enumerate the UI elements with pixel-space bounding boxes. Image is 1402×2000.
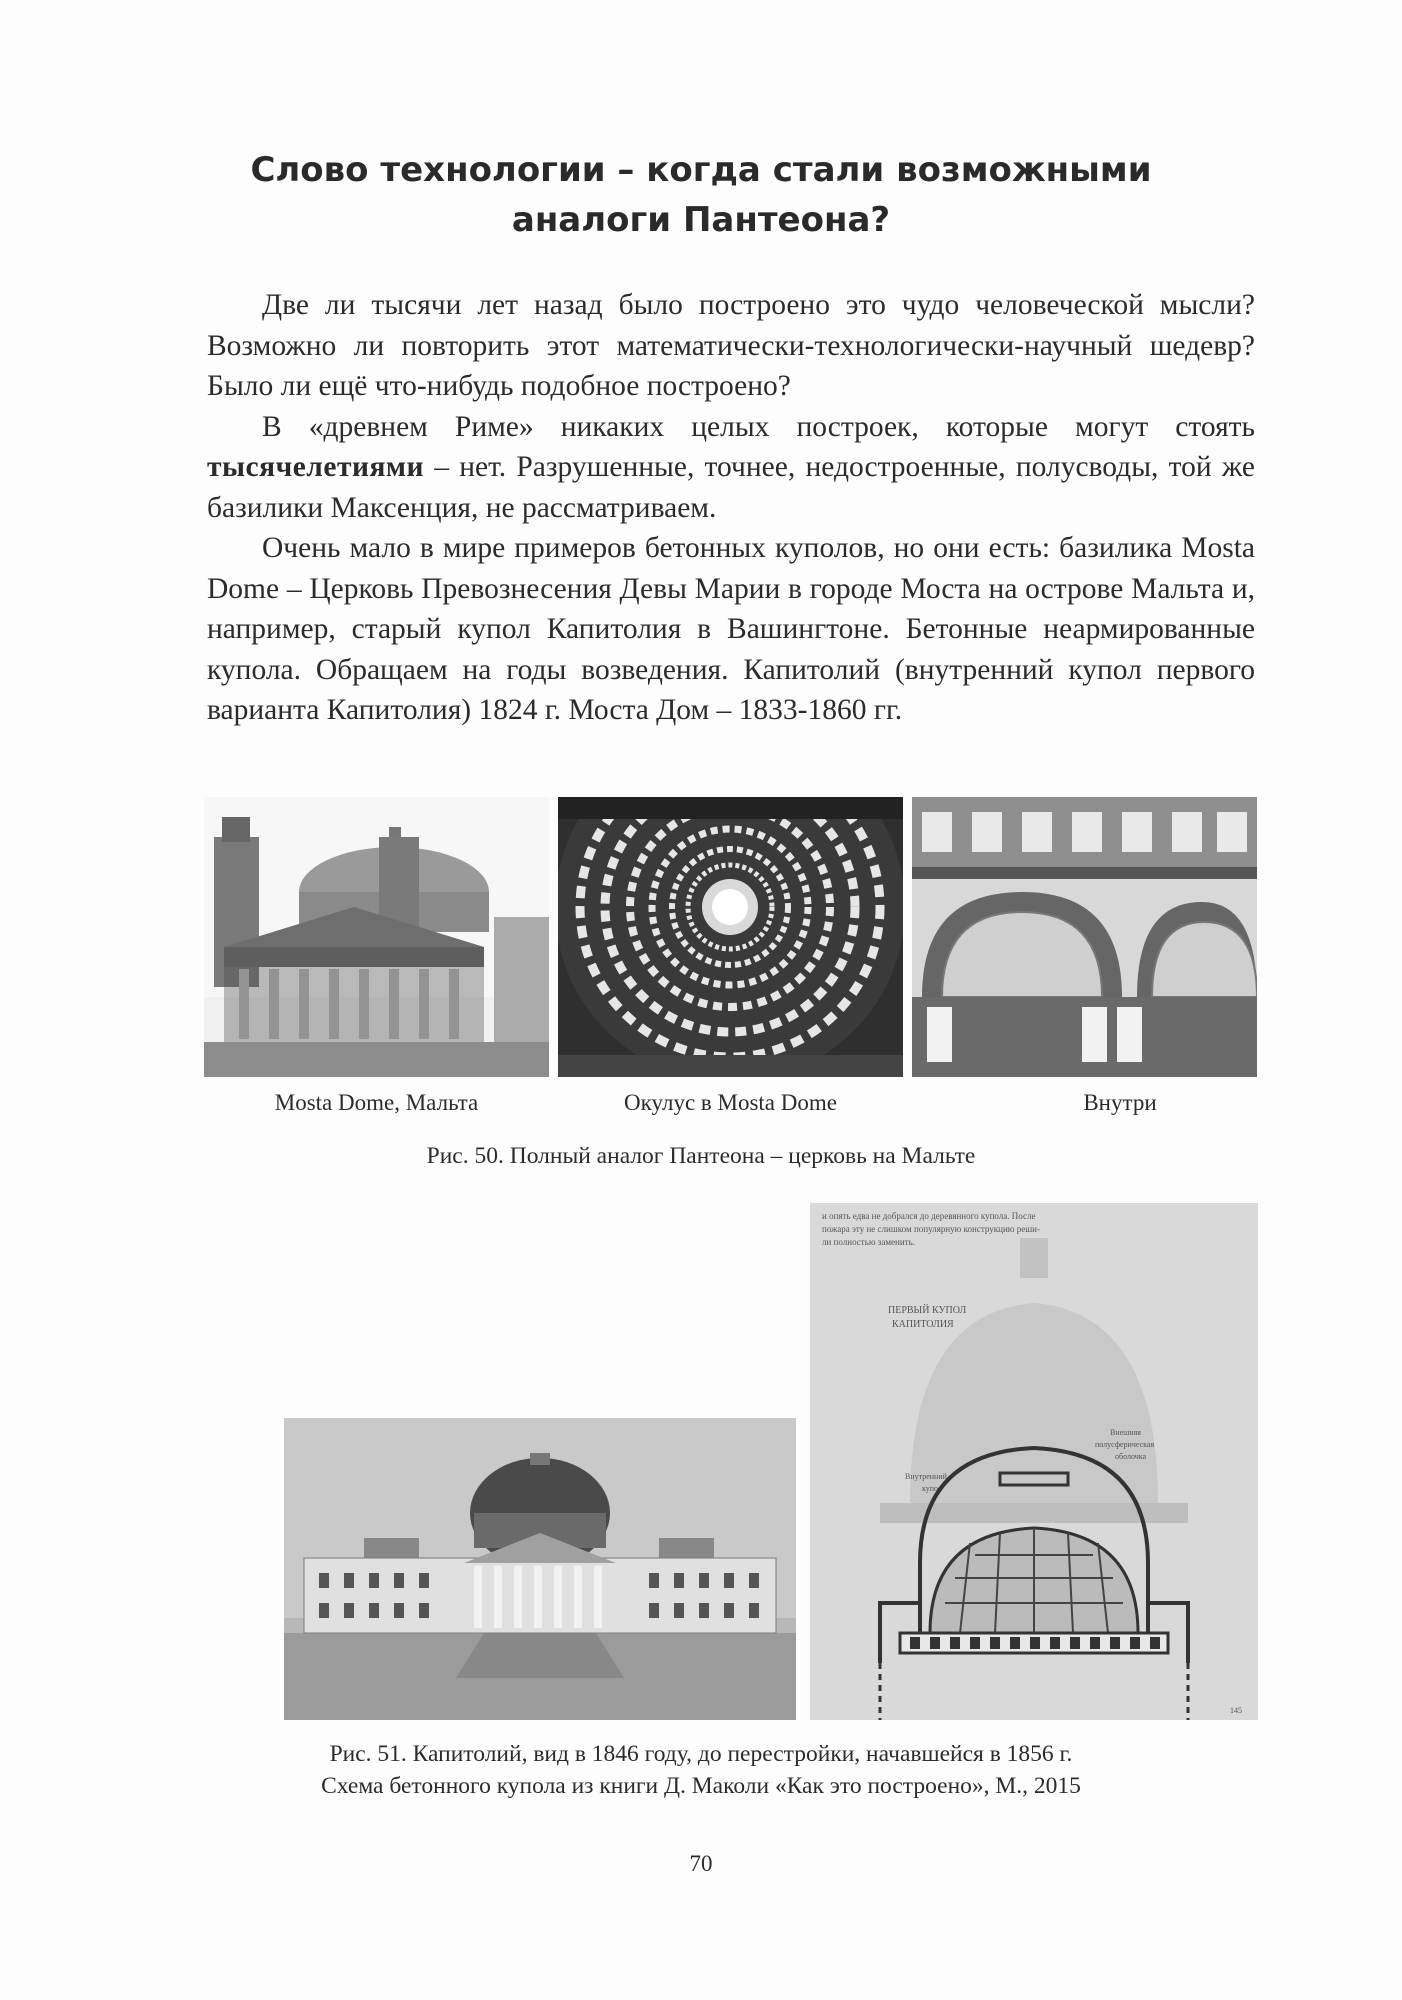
page-title	[200, 145, 1202, 245]
capitol-dome-scheme	[810, 1203, 1258, 1720]
fig50-caption-oculus: Окулус в Mosta Dome	[624, 1090, 837, 1115]
scheme-text-line-2: пожара эту не слишком популярную конструкцию реши-	[822, 1224, 1040, 1234]
oculus-photo	[558, 797, 903, 1077]
fig51-caption-line-2: Схема бетонного купола из книги Д. Маколи «Как это построено», М., 2015	[321, 1773, 1081, 1799]
fig50-title: Рис. 50. Полный аналог Пантеона – церковь на Мальте	[426, 1143, 976, 1169]
capitol-1846-photo	[284, 1418, 796, 1720]
scheme-outer-3: оболочка	[1115, 1452, 1147, 1461]
scheme-text-line-1: и опять едва не добрался до деревянного купола. После	[822, 1211, 1036, 1221]
paragraph-2-start: В «древнем Риме» никаких целых построек, которые могут стоять	[262, 410, 1255, 443]
body-text	[207, 285, 1255, 731]
paragraph-2-bold: тысячелетиями	[207, 451, 424, 483]
scheme-outer-2: полусферическая	[1095, 1440, 1155, 1449]
scheme-text-line-3: ли полностью заменить.	[822, 1237, 915, 1247]
paragraph-2	[207, 407, 1255, 529]
mosta-dome-exterior-photo	[204, 797, 549, 1077]
page-number: 70	[689, 1851, 713, 1876]
paragraph-1: Две ли тысячи лет назад было построено это чудо человеческой мысли? Возможно ли повторить этот математически-технологически-научный шедевр? Было ли ещё что-нибудь подобное построено?	[207, 289, 1255, 402]
title-line-2: аналоги Пантеона?	[511, 200, 891, 240]
scheme-inner-1: Внутренний	[905, 1472, 947, 1481]
scheme-inner-2: купол	[922, 1484, 942, 1493]
paragraph-2-end: – нет. Разрушенные, точнее, недостроенные, полусводы, той же базилики Максенция, не рассматриваем.	[207, 451, 1255, 524]
fig50-caption-inside: Внутри	[1083, 1090, 1157, 1115]
scheme-outer-1: Внешняя	[1110, 1428, 1141, 1437]
paragraph-3: Очень мало в мире примеров бетонных куполов, но они есть: базилика Mosta Dome – Церковь Превознесения Девы Марии в городе Моста на острове Мальта и, например, старый купол Капитолия в Вашингтоне. Бетонные неармированные купола. Обращаем на годы возведения. Капитолий (внутренний купол первого варианта Капитолия) 1824 г. Моста Дом – 1833-1860 гг.	[207, 532, 1255, 726]
title-line-1: Слово технологии – когда стали возможными	[250, 150, 1152, 190]
scheme-corner-number: 145	[1230, 1706, 1242, 1715]
scheme-label-1: ПЕРВЫЙ КУПОЛ	[888, 1305, 967, 1316]
scheme-label-2: КАПИТОЛИЯ	[892, 1319, 954, 1330]
interior-photo	[912, 797, 1257, 1077]
fig51-caption	[250, 1738, 1152, 1802]
fig50-caption-mosta: Mosta Dome, Мальта	[274, 1090, 479, 1115]
fig51-caption-line-1: Рис. 51. Капитолий, вид в 1846 году, до перестройки, начавшейся в 1856 г.	[329, 1741, 1073, 1767]
